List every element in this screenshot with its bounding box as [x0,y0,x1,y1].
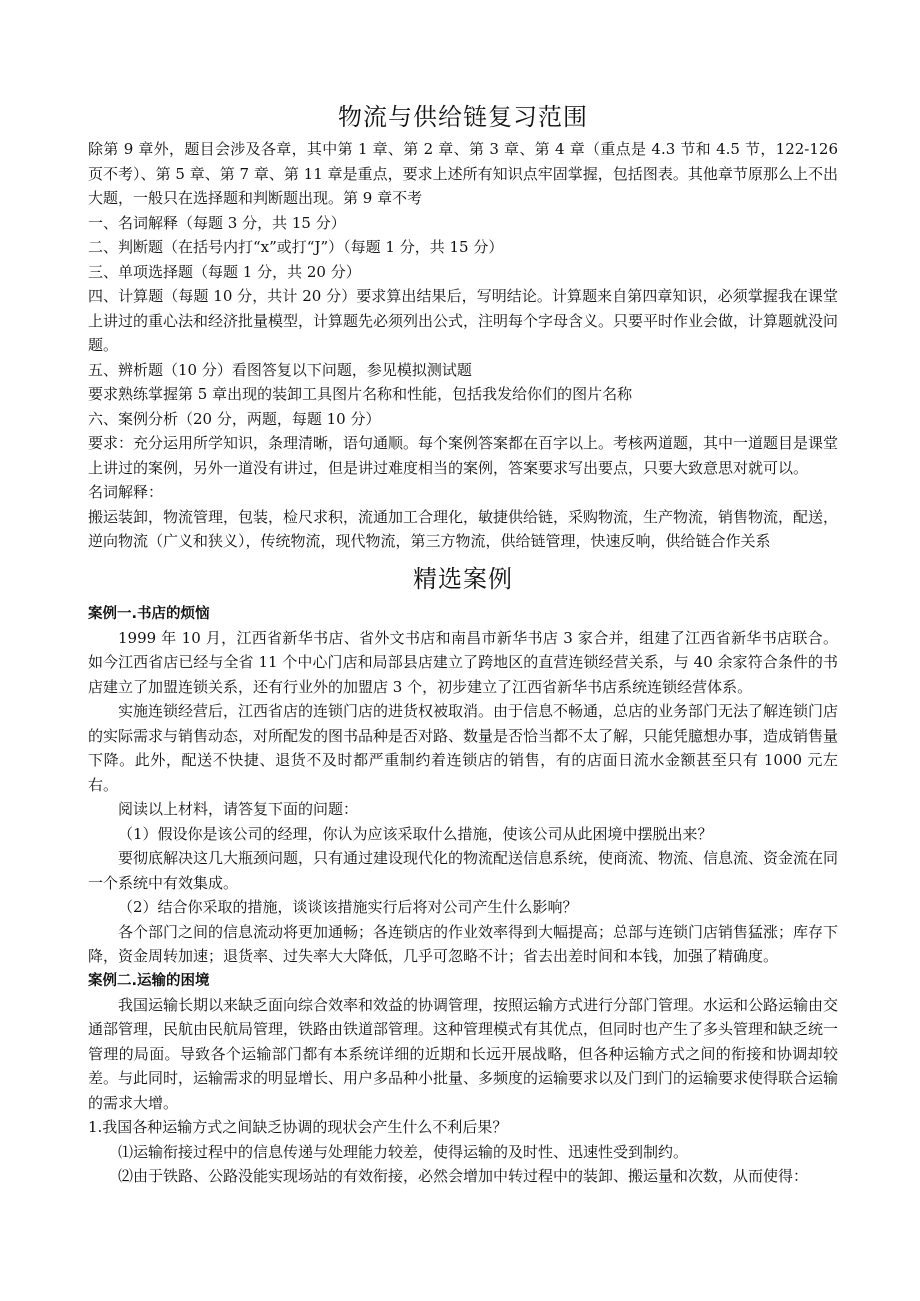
intro-line: 二、判断题（在括号内打“x”或打“J”）（每题 1 分，共 15 分） [88,238,504,256]
case-2 [88,969,838,1189]
case-answer: ⑵由于铁路、公路没能实现场站的有效衔接，必然会增加中转过程中的装卸、搬运量和次数，从而使得： [118,1167,809,1185]
case-question: 1.我国各种运输方式之间缺乏协调的现状会产生什么不利后果？ [88,1118,508,1136]
case-heading: 案例一.书店的烦恼 [88,605,210,622]
case-1 [88,602,838,969]
case-answer: 要彻底解决这几大瓶颈问题，只有通过建设现代化的物流配送信息系统，使商流、物流、信息流、资金流在同一个系统中有效集成。 [88,849,839,892]
case-paragraph: 阅读以上材料，请答复下面的问题： [118,800,359,818]
intro-line: 六、案例分析（20 分，两题，每题 10 分） [88,409,381,428]
case-answer: ⑴运输衔接过程中的信息传递与处理能力较差，使得运输的及时性、迅速性受到制约。 [118,1142,689,1161]
intro-line: 三、单项选择题（每题 1 分，共 20 分） [88,262,361,281]
section-title: 精选案例 [413,564,513,593]
case-paragraph: 1999 年 10 月，江西省新华书店、省外文书店和南昌市新华书店 3 家合并，组建了江西省新华书店联合。如今江西省店已经与全省 11 个中心门店和局部县店建立了跨地区的直营连锁经营关系，与 40 余家符合条件的书店建立了加盟连锁关系，还有行业外的加盟店 3 个，初步建立了江西省新华书店系统连锁经营体系。 [88,628,838,696]
case-paragraph: 我国运输长期以来缺乏面向综合效率和效益的协调管理，按照运输方式进行分部门管理。水运和公路运输由交通部管理，民航由民航局管理，铁路由铁道部管理。这种管理模式有其优点，但同时也产生了多头管理和缺乏统一管理的局面。导致各个运输部门都有本系统详细的近期和长远开展战略，但各种运输方式之间的衔接和协调却较差。与此同时，运输需求的明显增长、用户多品种小批量、多频度的运输要求以及门到门的运输要求使得联合运输的需求大增。 [88,995,839,1112]
doc-title: 物流与供给链复习范围 [338,103,588,131]
intro-paragraph: 要求：充分运用所学知识，条理清晰，语句通顺。每个案例答案都在百字以上。考核两道题，其中一道题目是课堂上讲过的案例，另外一道没有讲过，但是讲过难度相当的案例，答案要求写出要点，只要大致意思对就可以。 [88,434,839,477]
case-paragraph: 实施连锁经营后，江西省店的连锁门店的进货权被取消。由于信息不畅通，总店的业务部门无法了解连锁门店的实际需求与销售动态，对所配发的图书品种是否对路、数量是否恰当都不太了解，只能凭臆想办事，造成销售量下降。此外，配送不快捷、退货不及时都严重制约着连锁店的销售，有的店面日流水金额甚至只有 1000 元左右。 [88,702,839,794]
terms-paragraph: 搬运装卸，物流管理，包装，检尺求积，流通加工合理化，敏捷供给链，采购物流，生产物流，销售物流，配送，逆向物流（广义和狭义），传统物流，现代物流，第三方物流，供给链管理，快速反响，供给链合作关系 [88,507,839,550]
intro-paragraph: 四、计算题（每题 10 分，共计 20 分）要求算出结果后，写明结论。计算题来自第四章知识，必须掌握我在课堂上讲过的重心法和经济批量模型，计算题先必须列出公式，注明每个字母含义。只要平时作业会做，计算题就没问题。 [88,287,839,354]
intro-line: 五、辨析题（10 分）看图答复以下问题，参见模拟测试题 [88,360,472,379]
case-question: （1）假设你是该公司的经理，你认为应该采取什么措施，使该公司从此困境中摆脱出来？ [118,824,713,843]
case-heading: 案例二.运输的困境 [88,972,210,989]
case-question: （2）结合你采取的措施，谈谈该措施实行后将对公司产生什么影响？ [118,898,578,916]
intro-line: 要求熟练掌握第 5 章出现的装卸工具图片名称和性能，包括我发给你们的图片名称 [88,385,633,403]
intro-paragraph: 除第 9 章外，题目会涉及各章，其中第 1 章、第 2 章、第 3 章、第 4 章（重点是 4.3 节和 4.5 节，122-126 页不考）、第 5 章、第 7 章、第 11 章是重点，要求上述所有知识点牢固掌握，包括图表。其他章节原那么上不出大题，一般只在选择题和判断题出现。第 9 章不考 [88,140,838,207]
review-scope [88,137,838,554]
intro-line: 名词解释： [88,483,164,501]
intro-line: 一、名词解释（每题 3 分，共 15 分） [88,213,346,232]
case-answer: 各个部门之间的信息流动将更加通畅；各连锁店的作业效率得到大幅提高；总部与连锁门店销售猛涨；库存下降，资金周转加速；退货率、过失率大大降低，几乎可忽略不计；省去出差时间和本钱，加强了精确度。 [88,922,839,965]
